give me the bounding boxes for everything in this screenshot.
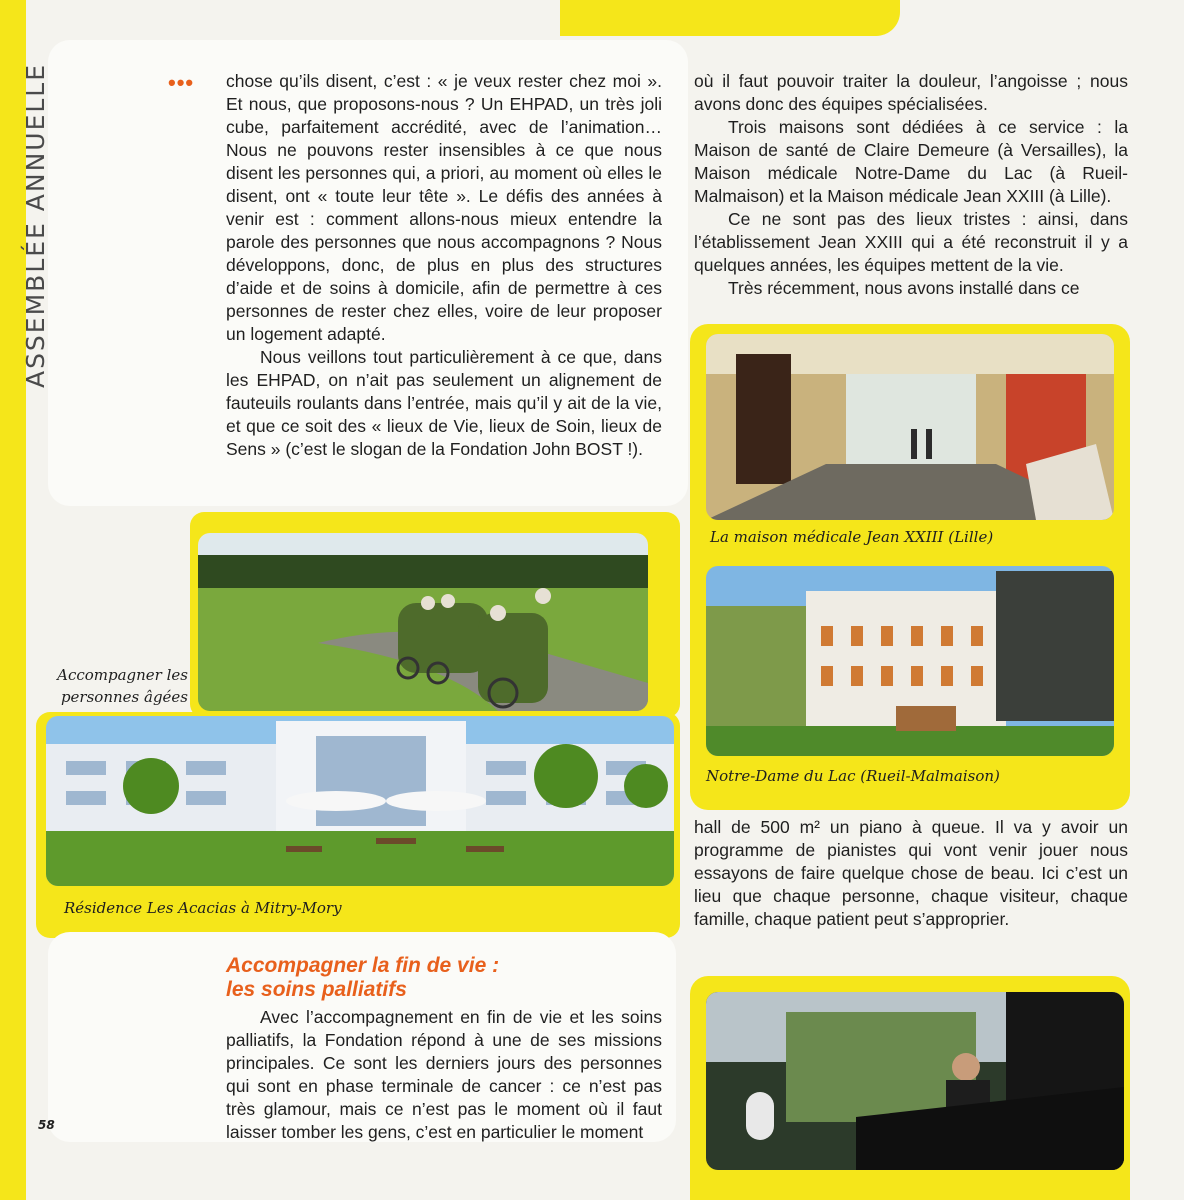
photo-acacias	[46, 716, 674, 886]
right-paragraph-4: Très récemment, nous avons installé dans ce	[728, 278, 1080, 298]
caption-acacias: Résidence Les Acacias à Mitry-Mory	[64, 899, 342, 917]
left-paragraph-2: Nous veillons tout particulièrement à ce que, dans les EHPAD, on n’ait pas seulement un alignement de fauteuils roulants dans l’entrée, mais qu’il y ait de la vie, et que ce soit des « lieux de Vie, lieux de Soin, lieux de Sens » (c’est le slogan de la Fondation John BOST !).	[226, 347, 662, 459]
top-yellow-tab	[560, 0, 900, 36]
left-paragraph-1: chose qu’ils disent, c’est : « je veux rester chez moi ». Et nous, que proposons-nous ? Un EHPAD, un très joli cube, parfaitement accrédité, avec de l’animation… Nous ne pouvons rester insensibles à ce que nous disent les personnes qui, a priori, au moment où elles le disent, ont « toute leur tête ». Le défis des années à venir est : comment allons-nous mieux entendre la parole des personnes que nous accompagnons ? Nous développons, donc, de plus en plus des structures d’aide et de soins à domicile, afin de permettre à ces personnes de rester chez elles, voire de leur proposer un logement adapté.	[226, 71, 662, 344]
bullets-icon: •••	[168, 70, 195, 95]
photo-piano	[706, 992, 1124, 1170]
caption-elderly-line2: personnes âgées	[60, 688, 188, 706]
section-title-line1: Accompagner la fin de vie :	[226, 954, 500, 977]
right-paragraph-3: Ce ne sont pas des lieux tristes : ainsi, dans l’établissement Jean XXIII qui a été reconstruit il y a quelques années, les équipes mettent de la vie.	[694, 209, 1128, 275]
caption-jean-xxiii: La maison médicale Jean XXIII (Lille)	[710, 528, 994, 546]
right-column-top	[694, 70, 1128, 300]
caption-elderly	[52, 664, 188, 708]
side-title	[14, 40, 58, 410]
right-column-bottom	[694, 816, 1128, 931]
left-column-bottom	[226, 1006, 662, 1144]
photo-elderly-walk	[198, 533, 648, 711]
page-number: 58	[38, 1118, 55, 1132]
side-title-text: ASSEMBLÉE ANNUELLE	[21, 62, 51, 388]
photo-notre-dame	[706, 566, 1114, 756]
left-column-top	[226, 70, 662, 461]
caption-elderly-line1: Accompagner les	[57, 666, 188, 684]
right-paragraph-5: hall de 500 m² un piano à queue. Il va y avoir un programme de pianistes qui vont venir jouer nous essayons de faire quelque chose de beau. Ici c’est un lieu que chaque personne, chaque visiteur, chaque famille, chaque patient peut s’approprier.	[694, 817, 1128, 929]
right-paragraph-2: Trois maisons sont dédiées à ce service : la Maison de santé de Claire Demeure (à Versailles), la Maison médicale Notre-Dame du Lac (à Rueil-Malmaison) et la Maison médicale Jean XXIII (à Lille).	[694, 117, 1128, 206]
right-paragraph-1: où il faut pouvoir traiter la douleur, l’angoisse ; nous avons donc des équipes spécialisées.	[694, 71, 1128, 114]
photo-jean-xxiii	[706, 334, 1114, 520]
caption-notre-dame: Notre-Dame du Lac (Rueil-Malmaison)	[706, 767, 1000, 785]
section-title-line2: les soins palliatifs	[226, 978, 407, 1001]
left-paragraph-3: Avec l’accompagnement en fin de vie et les soins palliatifs, la Fondation répond à une de ses missions principales. Ce sont les derniers jours des personnes qui sont en phase terminale de cancer : ce n’est pas très glamour, mais ce n’est pas le moment où il faut laisser tomber les gens, c’est en particulier le moment	[226, 1007, 662, 1142]
section-title	[226, 954, 499, 1002]
